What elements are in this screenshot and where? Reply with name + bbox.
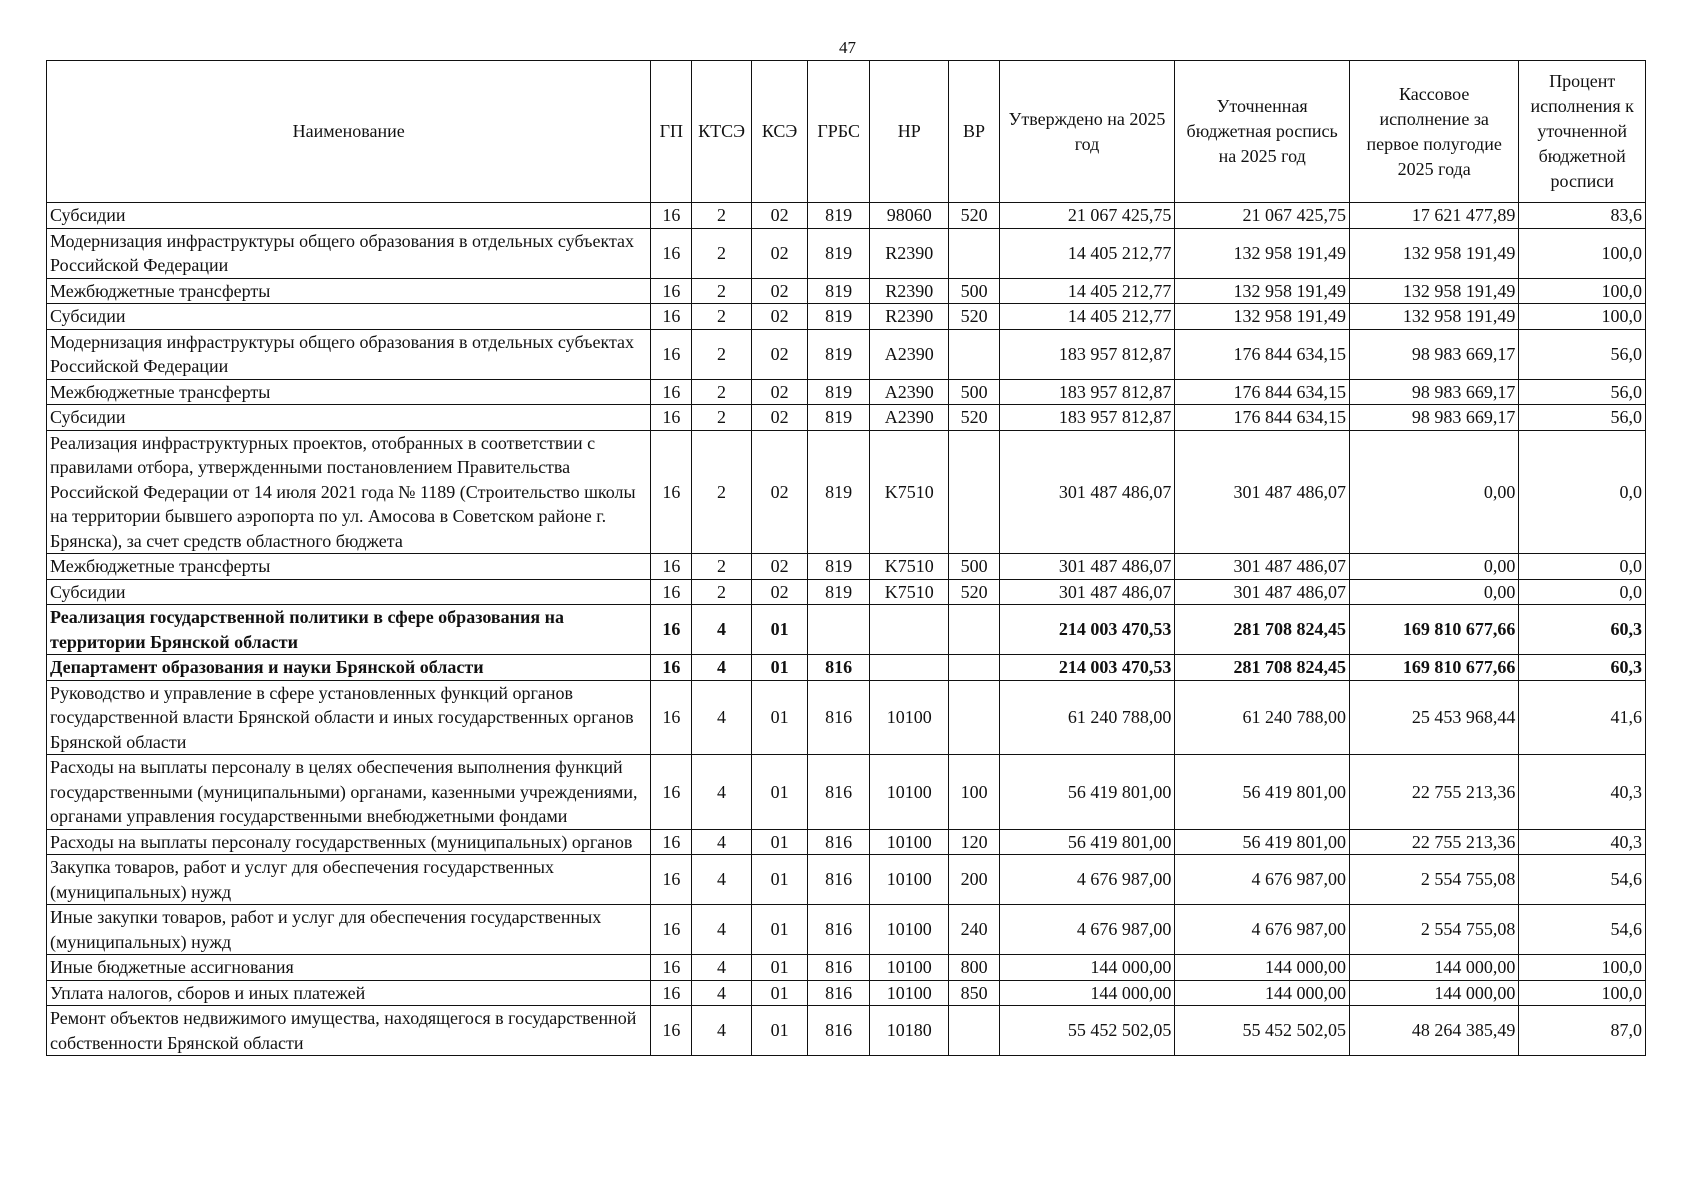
cell-vr: [949, 228, 999, 278]
cell-approved: 4 676 987,00: [999, 855, 1175, 905]
cell-vr: [949, 329, 999, 379]
cell-ktse: 4: [692, 605, 752, 655]
cell-vr: [949, 655, 999, 681]
cell-refined: 55 452 502,05: [1175, 1006, 1350, 1056]
cell-grbs: 819: [808, 430, 870, 554]
cell-kse: 01: [751, 755, 807, 830]
cell-grbs: 816: [808, 980, 870, 1006]
cell-cash: 98 983 669,17: [1349, 379, 1518, 405]
cell-ktse: 2: [692, 430, 752, 554]
cell-gp: 16: [651, 228, 692, 278]
cell-refined: 4 676 987,00: [1175, 905, 1350, 955]
cell-ktse: 4: [692, 905, 752, 955]
cell-ktse: 2: [692, 329, 752, 379]
cell-percent: 40,3: [1519, 829, 1646, 855]
cell-kse: 02: [751, 329, 807, 379]
cell-approved: 14 405 212,77: [999, 228, 1175, 278]
header-percent: Процент исполнения к уточненной бюджетной росписи: [1519, 61, 1646, 203]
cell-gp: 16: [651, 680, 692, 755]
cell-kse: 02: [751, 554, 807, 580]
cell-approved: 301 487 486,07: [999, 554, 1175, 580]
cell-vr: 100: [949, 755, 999, 830]
cell-kse: 01: [751, 829, 807, 855]
cell-grbs: 816: [808, 855, 870, 905]
cell-name: Субсидии: [47, 579, 651, 605]
cell-kse: 01: [751, 605, 807, 655]
cell-approved: 144 000,00: [999, 980, 1175, 1006]
table-row: [47, 379, 1646, 405]
cell-nr: R2390: [870, 228, 949, 278]
table-row: [47, 554, 1646, 580]
cell-refined: 56 419 801,00: [1175, 829, 1350, 855]
cell-cash: 98 983 669,17: [1349, 329, 1518, 379]
cell-cash: 144 000,00: [1349, 980, 1518, 1006]
header-ktse: КТСЭ: [692, 61, 752, 203]
cell-grbs: 819: [808, 329, 870, 379]
cell-refined: 56 419 801,00: [1175, 755, 1350, 830]
cell-name: Руководство и управление в сфере установленных функций органов государственной власти Брянской области и иных государственных органов Брянской области: [47, 680, 651, 755]
cell-grbs: 816: [808, 655, 870, 681]
cell-refined: 21 067 425,75: [1175, 203, 1350, 229]
cell-gp: 16: [651, 905, 692, 955]
cell-vr: 500: [949, 278, 999, 304]
header-grbs: ГРБС: [808, 61, 870, 203]
cell-grbs: 819: [808, 379, 870, 405]
cell-approved: 183 957 812,87: [999, 379, 1175, 405]
cell-ktse: 4: [692, 680, 752, 755]
header-cash: Кассовое исполнение за первое полугодие 2025 года: [1349, 61, 1518, 203]
cell-cash: 132 958 191,49: [1349, 228, 1518, 278]
table-row: [47, 579, 1646, 605]
cell-kse: 01: [751, 855, 807, 905]
cell-ktse: 4: [692, 655, 752, 681]
cell-ktse: 2: [692, 228, 752, 278]
cell-ktse: 2: [692, 579, 752, 605]
cell-percent: 60,3: [1519, 655, 1646, 681]
cell-gp: 16: [651, 203, 692, 229]
cell-name: Закупка товаров, работ и услуг для обеспечения государственных (муниципальных) нужд: [47, 855, 651, 905]
table-body: [47, 203, 1646, 1056]
cell-refined: 301 487 486,07: [1175, 554, 1350, 580]
cell-vr: 520: [949, 579, 999, 605]
cell-name: Субсидии: [47, 203, 651, 229]
cell-cash: 132 958 191,49: [1349, 278, 1518, 304]
header-approved: Утверждено на 2025 год: [999, 61, 1175, 203]
cell-nr: A2390: [870, 405, 949, 431]
cell-vr: 850: [949, 980, 999, 1006]
cell-kse: 02: [751, 579, 807, 605]
cell-refined: 4 676 987,00: [1175, 855, 1350, 905]
cell-nr: 10100: [870, 755, 949, 830]
table-row: [47, 329, 1646, 379]
cell-nr: [870, 655, 949, 681]
cell-vr: [949, 680, 999, 755]
cell-vr: 200: [949, 855, 999, 905]
cell-name: Иные бюджетные ассигнования: [47, 955, 651, 981]
cell-refined: 301 487 486,07: [1175, 430, 1350, 554]
cell-percent: 41,6: [1519, 680, 1646, 755]
cell-gp: 16: [651, 554, 692, 580]
cell-kse: 01: [751, 655, 807, 681]
cell-cash: 169 810 677,66: [1349, 655, 1518, 681]
table-row: [47, 680, 1646, 755]
cell-approved: 4 676 987,00: [999, 905, 1175, 955]
cell-vr: 520: [949, 203, 999, 229]
table-row: [47, 203, 1646, 229]
cell-percent: 100,0: [1519, 304, 1646, 330]
cell-gp: 16: [651, 278, 692, 304]
cell-grbs: 819: [808, 278, 870, 304]
cell-percent: 87,0: [1519, 1006, 1646, 1056]
table-row: [47, 980, 1646, 1006]
table-row: [47, 278, 1646, 304]
cell-percent: 0,0: [1519, 430, 1646, 554]
cell-name: Ремонт объектов недвижимого имущества, находящегося в государственной собственности Брянской области: [47, 1006, 651, 1056]
cell-grbs: [808, 605, 870, 655]
cell-grbs: 819: [808, 304, 870, 330]
cell-kse: 02: [751, 278, 807, 304]
cell-name: Модернизация инфраструктуры общего образования в отдельных субъектах Российской Федерации: [47, 329, 651, 379]
table-row: [47, 304, 1646, 330]
cell-approved: 183 957 812,87: [999, 405, 1175, 431]
cell-gp: 16: [651, 955, 692, 981]
cell-grbs: 819: [808, 228, 870, 278]
cell-kse: 01: [751, 680, 807, 755]
cell-percent: 56,0: [1519, 405, 1646, 431]
cell-cash: 2 554 755,08: [1349, 905, 1518, 955]
cell-refined: 144 000,00: [1175, 980, 1350, 1006]
page-number: 47: [839, 38, 856, 57]
cell-name: Реализация инфраструктурных проектов, отобранных в соответствии с правилами отбора, утвержденными постановлением Правительства Российской Федерации от 14 июля 2021 года № 1189 (Строительство школы на территории бывшего аэропорта по ул. Амосова в Советском районе г. Брянска), за счет средств областного бюджета: [47, 430, 651, 554]
cell-cash: 2 554 755,08: [1349, 855, 1518, 905]
cell-kse: 01: [751, 1006, 807, 1056]
cell-cash: 0,00: [1349, 579, 1518, 605]
cell-name: Межбюджетные трансферты: [47, 554, 651, 580]
cell-nr: A2390: [870, 379, 949, 405]
cell-gp: 16: [651, 304, 692, 330]
header-refined: Уточненная бюджетная роспись на 2025 год: [1175, 61, 1350, 203]
cell-name: Субсидии: [47, 405, 651, 431]
cell-percent: 83,6: [1519, 203, 1646, 229]
cell-approved: 144 000,00: [999, 955, 1175, 981]
cell-grbs: 816: [808, 829, 870, 855]
cell-gp: 16: [651, 829, 692, 855]
cell-name: Расходы на выплаты персоналу в целях обеспечения выполнения функций государственными (муниципальными) органами, казенными учреждениями, органами управления государственными внебюджетными фондами: [47, 755, 651, 830]
cell-percent: 0,0: [1519, 579, 1646, 605]
cell-gp: 16: [651, 379, 692, 405]
cell-cash: 48 264 385,49: [1349, 1006, 1518, 1056]
cell-refined: 144 000,00: [1175, 955, 1350, 981]
cell-kse: 02: [751, 430, 807, 554]
cell-ktse: 4: [692, 755, 752, 830]
cell-gp: 16: [651, 329, 692, 379]
cell-refined: 176 844 634,15: [1175, 379, 1350, 405]
cell-grbs: 819: [808, 554, 870, 580]
cell-refined: 61 240 788,00: [1175, 680, 1350, 755]
cell-cash: 169 810 677,66: [1349, 605, 1518, 655]
cell-gp: 16: [651, 430, 692, 554]
header-nr: НР: [870, 61, 949, 203]
cell-cash: 0,00: [1349, 554, 1518, 580]
table-row: [47, 955, 1646, 981]
table-row: [47, 405, 1646, 431]
table-row: [47, 905, 1646, 955]
cell-cash: 22 755 213,36: [1349, 755, 1518, 830]
cell-approved: 61 240 788,00: [999, 680, 1175, 755]
cell-ktse: 2: [692, 304, 752, 330]
cell-approved: 301 487 486,07: [999, 430, 1175, 554]
header-kse: КСЭ: [751, 61, 807, 203]
cell-nr: 10100: [870, 955, 949, 981]
cell-cash: 22 755 213,36: [1349, 829, 1518, 855]
table-row: [47, 605, 1646, 655]
cell-ktse: 4: [692, 955, 752, 981]
table-row: [47, 655, 1646, 681]
cell-percent: 100,0: [1519, 278, 1646, 304]
cell-vr: 520: [949, 405, 999, 431]
cell-cash: 25 453 968,44: [1349, 680, 1518, 755]
cell-ktse: 2: [692, 379, 752, 405]
cell-kse: 02: [751, 228, 807, 278]
cell-vr: 520: [949, 304, 999, 330]
cell-percent: 56,0: [1519, 329, 1646, 379]
cell-grbs: 816: [808, 755, 870, 830]
header-gp: ГП: [651, 61, 692, 203]
cell-vr: [949, 430, 999, 554]
cell-percent: 100,0: [1519, 955, 1646, 981]
table-row: [47, 829, 1646, 855]
cell-percent: 54,6: [1519, 905, 1646, 955]
cell-approved: 21 067 425,75: [999, 203, 1175, 229]
cell-ktse: 2: [692, 405, 752, 431]
cell-kse: 02: [751, 405, 807, 431]
cell-percent: 100,0: [1519, 228, 1646, 278]
cell-vr: 120: [949, 829, 999, 855]
cell-ktse: 4: [692, 829, 752, 855]
cell-name: Реализация государственной политики в сфере образования на территории Брянской области: [47, 605, 651, 655]
cell-approved: 301 487 486,07: [999, 579, 1175, 605]
cell-approved: 14 405 212,77: [999, 278, 1175, 304]
cell-name: Департамент образования и науки Брянской области: [47, 655, 651, 681]
cell-refined: 301 487 486,07: [1175, 579, 1350, 605]
cell-refined: 176 844 634,15: [1175, 405, 1350, 431]
cell-nr: A2390: [870, 329, 949, 379]
cell-percent: 100,0: [1519, 980, 1646, 1006]
cell-nr: R2390: [870, 278, 949, 304]
cell-gp: 16: [651, 405, 692, 431]
cell-refined: 132 958 191,49: [1175, 278, 1350, 304]
cell-kse: 02: [751, 304, 807, 330]
cell-nr: 10100: [870, 980, 949, 1006]
cell-refined: 132 958 191,49: [1175, 228, 1350, 278]
cell-refined: 281 708 824,45: [1175, 605, 1350, 655]
cell-approved: 214 003 470,53: [999, 605, 1175, 655]
cell-nr: 10100: [870, 905, 949, 955]
cell-refined: 176 844 634,15: [1175, 329, 1350, 379]
cell-name: Субсидии: [47, 304, 651, 330]
cell-nr: [870, 605, 949, 655]
cell-nr: 98060: [870, 203, 949, 229]
cell-nr: K7510: [870, 430, 949, 554]
cell-gp: 16: [651, 579, 692, 605]
cell-percent: 54,6: [1519, 855, 1646, 905]
cell-gp: 16: [651, 605, 692, 655]
cell-vr: 800: [949, 955, 999, 981]
cell-vr: [949, 1006, 999, 1056]
cell-kse: 02: [751, 379, 807, 405]
cell-name: Расходы на выплаты персоналу государственных (муниципальных) органов: [47, 829, 651, 855]
cell-cash: 144 000,00: [1349, 955, 1518, 981]
cell-ktse: 2: [692, 278, 752, 304]
header-name: Наименование: [47, 61, 651, 203]
cell-ktse: 2: [692, 554, 752, 580]
table-row: [47, 228, 1646, 278]
cell-gp: 16: [651, 755, 692, 830]
table-header-row: [47, 61, 1646, 203]
cell-grbs: 816: [808, 905, 870, 955]
cell-kse: 02: [751, 203, 807, 229]
cell-gp: 16: [651, 1006, 692, 1056]
cell-gp: 16: [651, 980, 692, 1006]
cell-vr: 500: [949, 379, 999, 405]
cell-cash: 17 621 477,89: [1349, 203, 1518, 229]
cell-approved: 183 957 812,87: [999, 329, 1175, 379]
table-row: [47, 755, 1646, 830]
cell-ktse: 2: [692, 203, 752, 229]
table-row: [47, 430, 1646, 554]
cell-nr: 10100: [870, 829, 949, 855]
cell-gp: 16: [651, 655, 692, 681]
cell-name: Модернизация инфраструктуры общего образования в отдельных субъектах Российской Федерации: [47, 228, 651, 278]
cell-percent: 40,3: [1519, 755, 1646, 830]
cell-kse: 01: [751, 955, 807, 981]
cell-grbs: 816: [808, 680, 870, 755]
cell-percent: 56,0: [1519, 379, 1646, 405]
cell-nr: 10100: [870, 855, 949, 905]
cell-kse: 01: [751, 980, 807, 1006]
cell-ktse: 4: [692, 980, 752, 1006]
cell-vr: 240: [949, 905, 999, 955]
cell-cash: 98 983 669,17: [1349, 405, 1518, 431]
header-vr: ВР: [949, 61, 999, 203]
cell-grbs: 819: [808, 405, 870, 431]
cell-name: Межбюджетные трансферты: [47, 278, 651, 304]
table-row: [47, 855, 1646, 905]
cell-name: Межбюджетные трансферты: [47, 379, 651, 405]
cell-cash: 132 958 191,49: [1349, 304, 1518, 330]
cell-grbs: 819: [808, 203, 870, 229]
cell-approved: 55 452 502,05: [999, 1006, 1175, 1056]
cell-name: Иные закупки товаров, работ и услуг для обеспечения государственных (муниципальных) нужд: [47, 905, 651, 955]
cell-percent: 0,0: [1519, 554, 1646, 580]
cell-vr: 500: [949, 554, 999, 580]
cell-kse: 01: [751, 905, 807, 955]
cell-cash: 0,00: [1349, 430, 1518, 554]
cell-approved: 56 419 801,00: [999, 755, 1175, 830]
cell-name: Уплата налогов, сборов и иных платежей: [47, 980, 651, 1006]
cell-grbs: 819: [808, 579, 870, 605]
cell-refined: 132 958 191,49: [1175, 304, 1350, 330]
cell-grbs: 816: [808, 955, 870, 981]
cell-vr: [949, 605, 999, 655]
cell-nr: 10180: [870, 1006, 949, 1056]
cell-approved: 56 419 801,00: [999, 829, 1175, 855]
cell-nr: 10100: [870, 680, 949, 755]
cell-approved: 14 405 212,77: [999, 304, 1175, 330]
cell-ktse: 4: [692, 855, 752, 905]
cell-percent: 60,3: [1519, 605, 1646, 655]
table-row: [47, 1006, 1646, 1056]
cell-ktse: 4: [692, 1006, 752, 1056]
cell-gp: 16: [651, 855, 692, 905]
cell-grbs: 816: [808, 1006, 870, 1056]
cell-refined: 281 708 824,45: [1175, 655, 1350, 681]
cell-approved: 214 003 470,53: [999, 655, 1175, 681]
cell-nr: K7510: [870, 579, 949, 605]
cell-nr: R2390: [870, 304, 949, 330]
cell-nr: K7510: [870, 554, 949, 580]
budget-table: [46, 60, 1646, 1056]
